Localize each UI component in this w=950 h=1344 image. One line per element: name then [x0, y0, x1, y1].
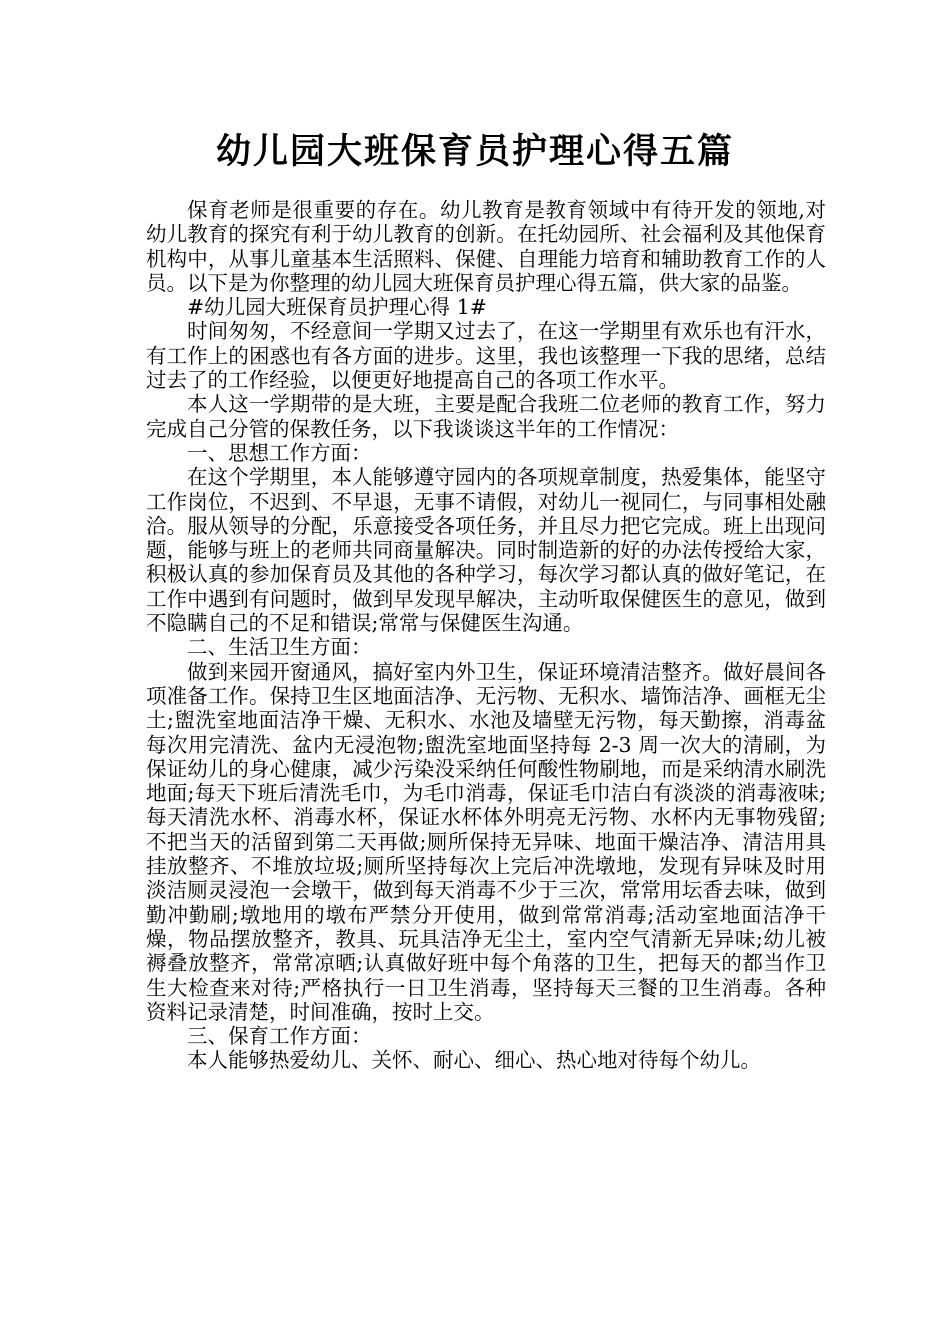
paragraph: 时间匆匆，不经意间一学期又过去了，在这一学期里有欢乐也有汗水，有工作上的困惑也有各方面的进步。这里，我也该整理一下我的思绪，总结过去了的工作经验，以便更好地提高自己的各项工作水平。 [146, 319, 826, 393]
subheading-hygiene: 二、生活卫生方面： [187, 635, 372, 660]
section-heading-1: #幼儿园大班保育员护理心得 1# [187, 295, 487, 320]
subheading-thought-work: 一、思想工作方面： [187, 440, 372, 465]
paragraph: 本人这一学期带的是大班，主要是配合我班二位老师的教育工作，努力完成自己分管的保教任务，以下我谈谈这半年的工作情况： [146, 392, 826, 441]
paragraph: 本人能够热爱幼儿、关怀、耐心、细心、热心地对待每个幼儿。 [187, 1048, 761, 1073]
document-body [146, 198, 826, 1073]
paragraph: 做到来园开窗通风，搞好室内外卫生，保证环境清洁整齐。做好晨间各项准备工作。保持卫生区地面洁净、无污物、无积水、墙饰洁净、画框无尘土;盥洗室地面洁净干燥、无积水、水池及墙壁无污物，每天勤擦，消毒盆每次用完清洗、盆内无浸泡物;盥洗室地面坚持每 2-3 周一次大的清刷，为保证幼儿的身心健康，减少污染没采纳任何酸性物刷地，而是采纳清水刷洗地面;每天下班后清洗毛巾，为毛巾消毒，保证毛巾洁白有淡淡的消毒液味;每天清洗水杯、消毒水杯，保证水杯体外明亮无污物、水杯内无事物残留;不把当天的活留到第二天再做;厕所保持无异味、地面干燥洁净、清洁用具挂放整齐、不堆放垃圾;厕所坚持每次上完后冲洗墩地，发现有异味及时用淡洁厕灵浸泡一会墩干，做到每天消毒不少于三次，常常用坛香去味，做到勤冲勤刷;墩地用的墩布严禁分开使用，做到常常消毒;活动室地面洁净干燥，物品摆放整齐，教具、玩具洁净无尘土，室内空气清新无异味;幼儿被褥叠放整齐，常常凉晒;认真做好班中每个角落的卫生，把每天的都当作卫生大检查来对待;严格执行一日卫生消毒，坚持每天三餐的卫生消毒。各种资料记录清楚，时间准确，按时上交。 [146, 659, 826, 1024]
paragraph: 在这个学期里，本人能够遵守园内的各项规章制度，热爱集体，能坚守工作岗位，不迟到、不早退，无事不请假，对幼儿一视同仁，与同事相处融洽。服从领导的分配，乐意接受各项任务，并且尽力把它完成。班上出现问题，能够与班上的老师共同商量解决。同时制造新的好的办法传授给大家，积极认真的参加保育员及其他的各种学习，每次学习都认真的做好笔记，在工作中遇到有问题时，做到早发现早解决，主动听取保健医生的意见，做到不隐瞒自己的不足和错误;常常与保健医生沟通。 [146, 465, 826, 636]
subheading-childcare: 三、保育工作方面： [187, 1024, 372, 1049]
document-title: 幼儿园大班保育员护理心得五篇 [215, 132, 734, 172]
paragraph-intro: 保育老师是很重要的存在。幼儿教育是教育领域中有待开发的领地,对幼儿教育的探究有利于幼儿教育的创新。在托幼园所、社会福利及其他保育机构中，从事儿童基本生活照料、保健、自理能力培育和辅助教育工作的人员。以下是为你整理的幼儿园大班保育员护理心得五篇，供大家的品鉴。 [146, 198, 826, 295]
